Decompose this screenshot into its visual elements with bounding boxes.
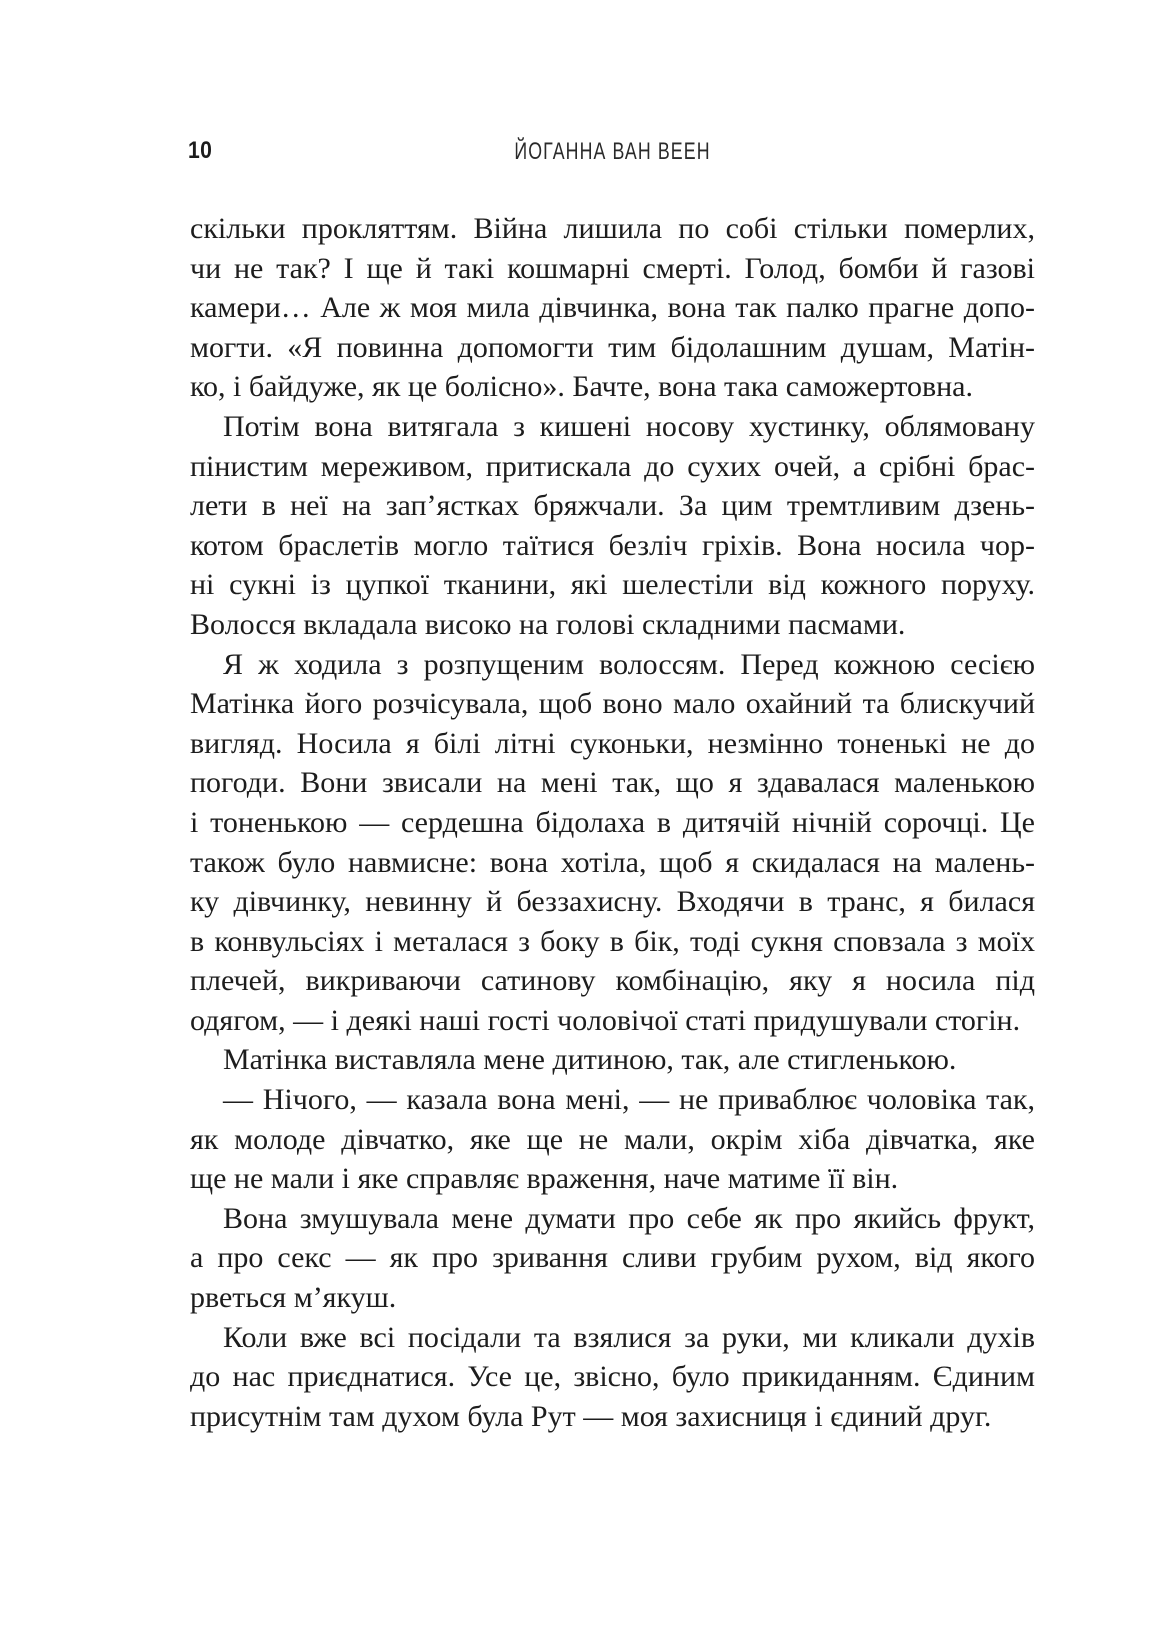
text-line: камери… Але ж моя мила дівчинка, вона так палко прагне допо- [190, 291, 1035, 325]
text-line: Потім вона витягала з кишені носову хустинку, облямовану [223, 409, 1035, 443]
text-line: одягом, — і деякі наші гості чоловічої статі придушували стогін. [190, 1003, 1021, 1037]
text-line: плечей, викриваючи сатинову комбінацію, яку я носила під [190, 964, 1035, 998]
text-line: а про секс — як про зривання сливи грубим рухом, від якого [190, 1241, 1035, 1275]
text-line: вигляд. Носила я білі літні суконьки, незмінно тоненькі не до [190, 726, 1035, 760]
text-line: чи не так? І ще й такі кошмарні смерті. Голод, бомби й газові [190, 251, 1035, 285]
text-line: могти. «Я повинна допомогти тим бідолашним душам, Матін- [190, 330, 1035, 364]
text-line: в конвульсіях і металася з боку в бік, тоді сукня сповзала з моїх [190, 924, 1035, 958]
text-line: Вона змушувала мене думати про себе як про якийсь фрукт, [223, 1201, 1035, 1235]
text-line: ні сукні із цупкої тканини, які шелестіли від кожного поруху. [190, 568, 1035, 602]
text-line: пінистим мереживом, притискала до сухих очей, а срібні брас- [190, 449, 1035, 483]
text-line: ку дівчинку, невинну й беззахисну. Входячи в транс, я билася [190, 885, 1035, 919]
text-line: до нас приєднатися. Усе це, звісно, було прикиданням. Єдиним [190, 1360, 1035, 1394]
text-line: Матінка його розчісувала, щоб воно мало охайний та блискучий [190, 687, 1035, 721]
running-header: ЙОГАННА ВАН ВЕЕН [514, 138, 711, 165]
text-line: Коли вже всі посідали та взялися за руки, ми кликали духів [223, 1320, 1035, 1354]
text-line: — Нічого, — казала вона мені, — не приваблює чоловіка так, [223, 1083, 1035, 1117]
text-line: як молоде дівчатко, яке ще не мали, окрім хіба дівчатка, яке [190, 1122, 1035, 1156]
text-line: Матінка виставляла мене дитиною, так, але стигленькою. [223, 1043, 957, 1077]
text-line: погоди. Вони звисали на мені так, що я здавалася маленькою [190, 766, 1035, 800]
text-line: Я ж ходила з розпущеним волоссям. Перед кожною сесією [223, 647, 1035, 681]
text-line: рветься м’якуш. [190, 1281, 397, 1315]
text-line: Волосся вкладала високо на голові складними пасмами. [190, 607, 906, 641]
page-body-text [190, 209, 1035, 1436]
text-line: ко, і байдуже, як це болісно». Бачте, вона така саможертовна. [190, 370, 973, 404]
text-line: лети в неї на зап’ястках бряжчали. За цим тремтливим дзень- [190, 489, 1035, 523]
text-line: скільки прокляттям. Війна лишила по собі стільки померлих, [190, 212, 1035, 245]
page-number: 10 [188, 137, 213, 164]
text-line: і тоненькою — сердешна бідолаха в дитячій нічній сорочці. Це [190, 805, 1035, 839]
text-line: присутнім там духом була Рут — моя захисниця і єдиний друг. [190, 1399, 992, 1433]
text-line: також було навмисне: вона хотіла, щоб я скидалася на малень- [190, 845, 1035, 879]
text-line: котом браслетів могло таїтися безліч гріхів. Вона носила чор- [190, 528, 1035, 562]
text-line: ще не мали і яке справляє враження, наче матиме її він. [190, 1162, 899, 1196]
